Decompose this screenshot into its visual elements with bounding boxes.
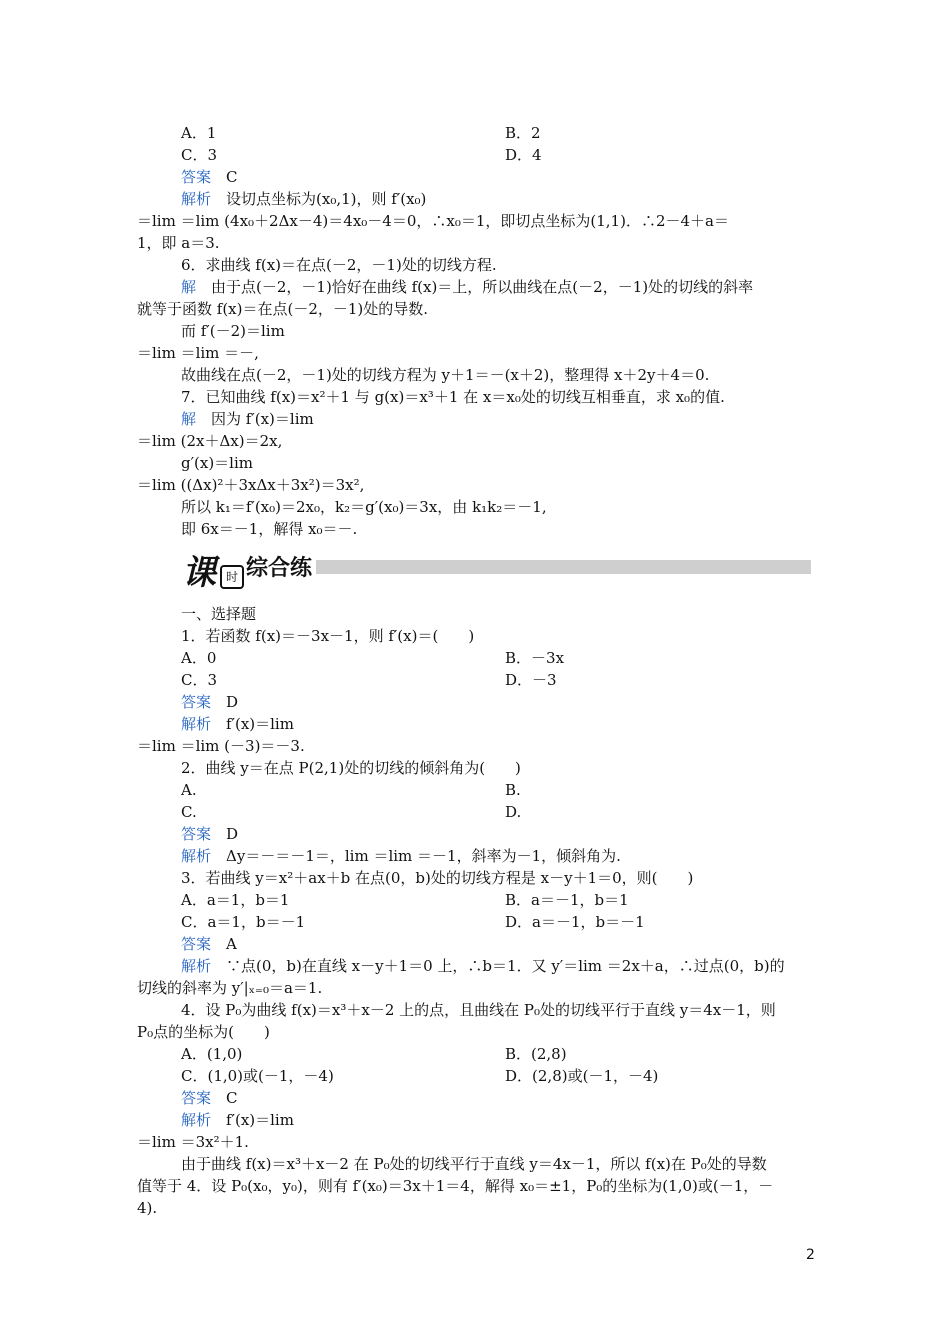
line-text: 4). [137, 1199, 158, 1217]
line-text: A．1 [181, 124, 217, 142]
text-line [181, 1154, 767, 1174]
line-text: 由于点(－2，－1)恰好在曲线 f(x)＝上，所以曲线在点(－2，－1)处的切线的斜率 [196, 278, 754, 296]
line-text: D [211, 693, 239, 711]
text-line [181, 145, 217, 165]
text-line [137, 299, 428, 319]
text-line [505, 123, 541, 143]
line-text: A．a＝1，b＝1 [181, 891, 290, 909]
text-line [505, 670, 557, 690]
text-line [181, 1088, 238, 1108]
line-text: C．3 [181, 671, 218, 689]
text-line [181, 912, 305, 932]
line-text: 即 6x＝－1，解得 x₀＝－. [181, 520, 358, 538]
text-line [181, 648, 216, 668]
text-line [181, 189, 426, 209]
text-line [505, 780, 521, 800]
line-text: 设切点坐标为(x₀,1)，则 f′(x₀) [211, 190, 427, 208]
line-text: 1．若函数 f(x)＝－3x－1，则 f′(x)＝( ) [181, 627, 475, 645]
line-text: B．－3x [505, 649, 565, 667]
text-line [137, 343, 259, 363]
text-line [181, 824, 238, 844]
text-line [137, 978, 322, 998]
line-text: ＝lim ((Δx)²＋3xΔx＋3x²)＝3x², [137, 476, 365, 494]
section-banner [176, 543, 816, 597]
line-text: 所以 k₁＝f′(x₀)＝2x₀，k₂＝g′(x₀)＝3x，由 k₁k₂＝－1, [181, 498, 547, 516]
answer-label: 解析 [181, 847, 212, 865]
line-text: 而 f′(－2)＝lim [181, 322, 285, 340]
line-text: D [211, 825, 239, 843]
text-line [505, 1066, 658, 1086]
text-line [137, 1022, 270, 1042]
answer-label: 解析 [181, 957, 212, 975]
text-line [137, 1132, 249, 1152]
text-line [181, 868, 693, 888]
banner-bar [316, 560, 811, 574]
line-text: 值等于 4．设 P₀(x₀，y₀)，则有 f′(x₀)＝3x＋1＝4，解得 x₀＝±1，P₀的坐标为(1,0)或(－1，－ [137, 1177, 774, 1195]
text-line [181, 1000, 776, 1020]
line-text: f′(x)＝lim [211, 1111, 294, 1129]
line-text: 切线的斜率为 y′|ₓ₌₀＝a＝1. [137, 979, 323, 997]
banner-logo-sub: 时 [220, 565, 244, 589]
line-text: 就等于函数 f(x)＝在点(－2，－1)处的导数. [137, 300, 429, 318]
line-text: D．－3 [505, 671, 557, 689]
text-line [181, 670, 217, 690]
text-line [181, 1066, 334, 1086]
line-text: C．(1,0)或(－1，－4) [181, 1067, 334, 1085]
line-text: Δy＝－＝－1＝，lim ＝lim ＝－1，斜率为－1，倾斜角为. [211, 847, 621, 865]
text-line [505, 890, 629, 910]
text-line [181, 802, 197, 822]
line-text: 6．求曲线 f(x)＝在点(－2，－1)处的切线方程. [181, 256, 497, 274]
line-text: C [211, 168, 238, 186]
line-text: A．(1,0) [181, 1045, 243, 1063]
line-text: 由于曲线 f(x)＝x³＋x－2 在 P₀处的切线平行于直线 y＝4x－1，所以 f(x)在 P₀处的导数 [181, 1155, 767, 1173]
text-line [181, 934, 237, 954]
answer-label: 答案 [181, 168, 212, 186]
answer-label: 答案 [181, 693, 212, 711]
text-line [505, 912, 645, 932]
line-text: ＝lim ＝lim ＝－, [137, 344, 259, 362]
line-text: P₀点的坐标为( ) [137, 1023, 270, 1041]
banner-logo: 课 [182, 553, 216, 593]
line-text: C [211, 1089, 238, 1107]
line-text: B．2 [505, 124, 541, 142]
text-line [505, 1044, 567, 1064]
text-line [505, 802, 521, 822]
line-text: D. [505, 803, 522, 821]
text-line [137, 475, 364, 495]
banner-title: 综合练 [246, 556, 313, 581]
line-text: ＝lim ＝3x²＋1. [137, 1133, 249, 1151]
text-line [181, 409, 314, 429]
answer-label: 解 [181, 278, 197, 296]
text-line [137, 431, 282, 451]
line-text: 故曲线在点(－2，－1)处的切线方程为 y＋1＝－(x＋2)，整理得 x＋2y＋4＝0. [181, 366, 710, 384]
text-line [181, 890, 289, 910]
line-text: ∵点(0，b)在直线 x－y＋1＝0 上，∴b＝1．又 y′＝lim ＝2x＋a，∴过点(0，b)的 [211, 957, 785, 975]
answer-label: 答案 [181, 825, 212, 843]
line-text: ＝lim ＝lim (4x₀＋2Δx－4)＝4x₀－4＝0，∴x₀＝1，即切点坐标为(1,1)．∴2－4＋a＝ [137, 212, 729, 230]
text-line [181, 1110, 294, 1130]
line-text: ＝lim ＝lim (－3)＝－3. [137, 737, 305, 755]
line-text: C．a＝1，b＝－1 [181, 913, 306, 931]
text-line [181, 387, 725, 407]
line-text: B．(2,8) [505, 1045, 567, 1063]
line-text: 3．若曲线 y＝x²＋ax＋b 在点(0，b)处的切线方程是 x－y＋1＝0，则( ) [181, 869, 694, 887]
answer-label: 解析 [181, 715, 212, 733]
line-text: 1，即 a＝3. [137, 234, 220, 252]
text-line [181, 453, 253, 473]
text-line [181, 846, 621, 866]
line-text: A．0 [181, 649, 217, 667]
line-text: D．a＝－1，b＝－1 [505, 913, 645, 931]
page-number: 2 [806, 1247, 815, 1263]
line-text: A [211, 935, 237, 953]
line-text: C. [181, 803, 197, 821]
answer-label: 解析 [181, 1111, 212, 1129]
answer-label: 答案 [181, 935, 212, 953]
line-text: 一、选择题 [181, 605, 257, 623]
line-text: B. [505, 781, 521, 799]
line-text: 7．已知曲线 f(x)＝x²＋1 与 g(x)＝x³＋1 在 x＝x₀处的切线互相垂直，求 x₀的值. [181, 388, 725, 406]
line-text: D．(2,8)或(－1，－4) [505, 1067, 659, 1085]
line-text: ＝lim (2x＋Δx)＝2x, [137, 432, 283, 450]
answer-label: 答案 [181, 1089, 212, 1107]
text-line [137, 1198, 157, 1218]
text-line [137, 233, 220, 253]
line-text: 2．曲线 y＝在点 P(2,1)处的切线的倾斜角为( ) [181, 759, 521, 777]
text-line [505, 145, 542, 165]
line-text: 因为 f′(x)＝lim [196, 410, 314, 428]
line-text: C．3 [181, 146, 218, 164]
text-line [137, 1176, 773, 1196]
text-line [181, 167, 238, 187]
line-text: 4．设 P₀为曲线 f(x)＝x³＋x－2 上的点，且曲线在 P₀处的切线平行于直线 y＝4x－1，则 [181, 1001, 776, 1019]
text-line [181, 692, 238, 712]
text-line [181, 780, 197, 800]
text-line [181, 1044, 242, 1064]
text-line [137, 736, 305, 756]
line-text: A. [181, 781, 197, 799]
line-text: D．4 [505, 146, 542, 164]
line-text: g′(x)＝lim [181, 454, 253, 472]
answer-label: 解析 [181, 190, 212, 208]
line-text: B．a＝－1，b＝1 [505, 891, 629, 909]
line-text: f′(x)＝lim [211, 715, 294, 733]
text-line [181, 497, 547, 517]
text-line [181, 365, 709, 385]
text-line [181, 714, 294, 734]
text-line [137, 211, 729, 231]
text-line [181, 255, 497, 275]
text-line [505, 648, 564, 668]
text-line [181, 277, 753, 297]
text-line [181, 626, 474, 646]
text-line [181, 321, 285, 341]
text-line [181, 519, 357, 539]
answer-label: 解 [181, 410, 197, 428]
text-line [181, 123, 216, 143]
text-line [181, 758, 521, 778]
text-line [181, 956, 785, 976]
text-line [181, 604, 256, 624]
